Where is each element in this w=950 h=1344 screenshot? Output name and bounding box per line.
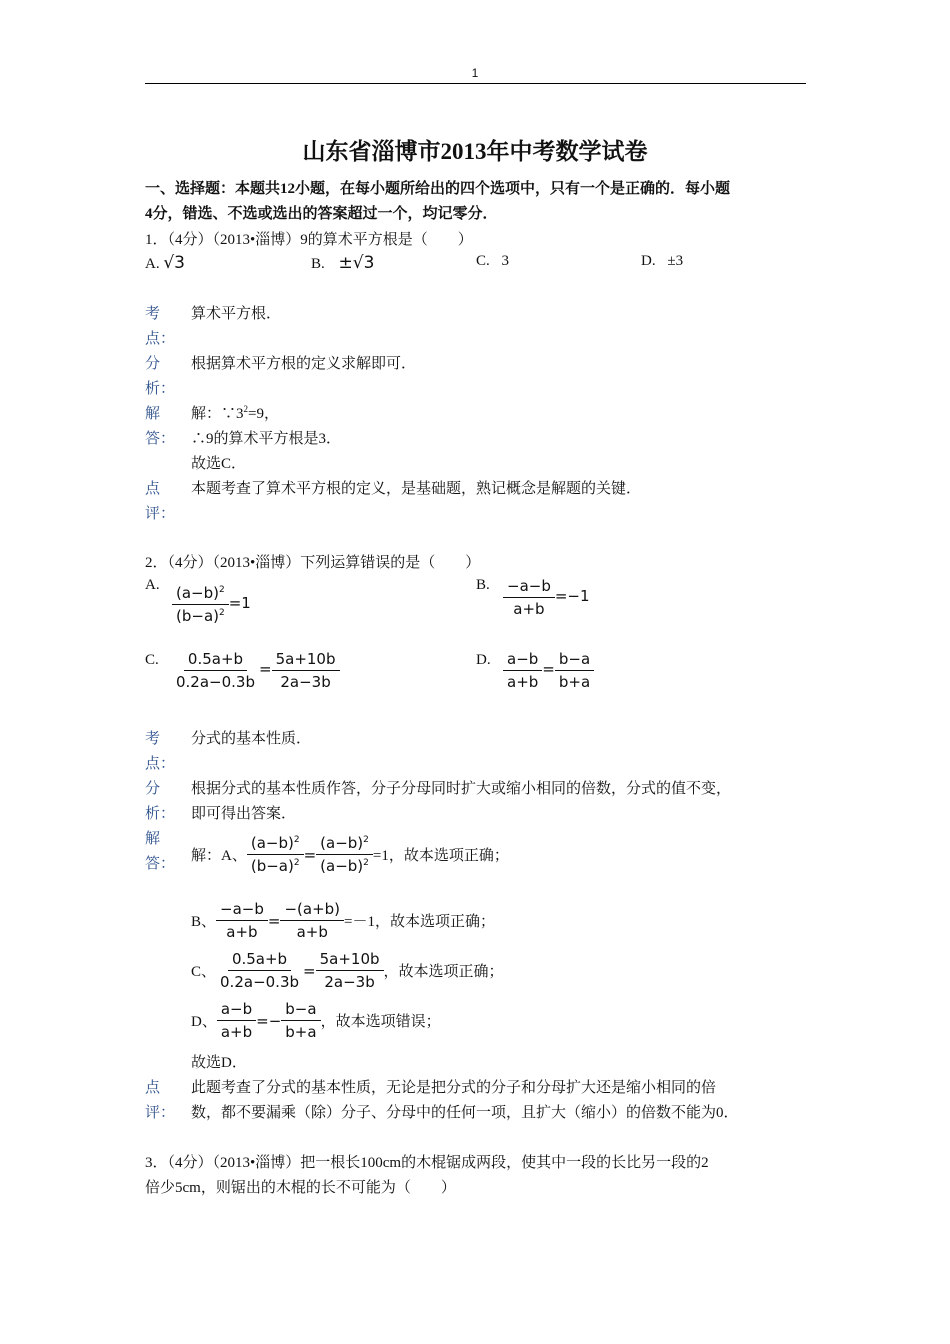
q2-option-c-fraction-right: [272, 650, 340, 691]
q2-option-b: [503, 577, 590, 618]
frac-num: −a−b: [216, 900, 268, 921]
header-rule: [145, 83, 806, 84]
q1-fenxi-label-2: 析：: [145, 381, 176, 397]
q2-jieda-a: [191, 834, 509, 875]
frac-den: [172, 605, 229, 625]
q1-option-b-key: B.: [311, 256, 325, 272]
q2-kaodian-text: 分式的基本性质．: [191, 731, 312, 747]
q2-option-a-rhs: =1: [228, 593, 251, 612]
frac-den: [247, 855, 304, 875]
q1-jieda-label-1: 解: [145, 406, 161, 422]
q1-kaodian-label-1: 考: [145, 306, 161, 322]
section-instructions-line2: 4分，错选、不选或选出的答案超过一个，均记零分．: [145, 206, 498, 222]
jieda-eq: =: [303, 961, 316, 980]
q1-option-d-text: ±3: [667, 253, 684, 269]
q1-fenxi-text: 根据算术平方根的定义求解即可．: [191, 356, 417, 372]
q1-jieda-l1b: =9，: [248, 406, 279, 422]
jieda-fraction: [217, 1000, 256, 1041]
q2-option-d-key: D.: [476, 652, 491, 668]
q3-line1: 3．（4分）（2013•淄博）把一根长100cm的木棍锯成两段，使其中一段的长比另一段的2: [145, 1155, 709, 1171]
q2-jieda-label-2: 答：: [145, 856, 176, 872]
q1-dianping-label-1: 点: [145, 481, 161, 497]
q2-option-a: [172, 584, 251, 625]
den-text: (b−a): [176, 607, 219, 625]
q3-line2: 倍少5cm，则锯出的木棍的长不可能为（ ）: [145, 1180, 456, 1196]
q1-jieda-sup: 2: [243, 404, 249, 414]
q2-option-b-rhs: =−1: [554, 586, 590, 605]
frac-num: a−b: [503, 650, 542, 671]
q2-jieda-end: 故选D．: [191, 1055, 247, 1071]
q2-fenxi-line2: 即可得出答案．: [191, 806, 297, 822]
q2-fenxi-label-2: 析：: [145, 806, 176, 822]
jieda-fraction: [281, 1000, 320, 1041]
q1-option-b-text: ±√3: [338, 253, 375, 273]
frac-num: [316, 834, 373, 855]
jieda-fraction: [316, 950, 384, 991]
q1-jieda-label-2: 答：: [145, 431, 176, 447]
q2-option-d-eq: =: [542, 659, 555, 678]
frac-den: b+a: [558, 673, 591, 691]
q1-kaodian-label-2: 点：: [145, 331, 176, 347]
q2-jieda-b: [191, 900, 495, 941]
q2-option-c-key: C.: [145, 652, 159, 668]
q2-option-b-fraction: [503, 577, 555, 618]
q1-option-c: [476, 253, 509, 270]
num-text: (a−b): [176, 584, 219, 602]
num-text: (a−b): [250, 834, 294, 852]
den-sup: 2: [293, 858, 300, 868]
q1-jieda-line1: [191, 402, 279, 423]
jieda-fraction: [316, 834, 373, 875]
q2-jieda-d: [191, 1000, 441, 1041]
jieda-prefix: B、: [191, 914, 217, 930]
q1-stem: 1．（4分）（2013•淄博）9的算术平方根是（ ）: [145, 232, 473, 248]
q1-option-a-key: A.: [145, 256, 160, 272]
jieda-suffix: =1，故本选项正确；: [372, 848, 509, 864]
frac-num: 0.5a+b: [184, 650, 247, 671]
q2-option-c: [172, 650, 340, 691]
q1-fenxi-label-1: 分: [145, 356, 161, 372]
q1-option-d: [641, 253, 683, 270]
jieda-prefix: C、: [191, 964, 217, 980]
frac-num: a−b: [217, 1000, 256, 1021]
q2-option-a-key: A.: [145, 577, 160, 593]
q1-option-c-text: 3: [501, 253, 510, 269]
q1-option-b: [311, 253, 374, 273]
q1-jieda-l1a: 解：∵3: [191, 406, 244, 422]
q2-fenxi-label-1: 分: [145, 781, 161, 797]
den-sup: 2: [363, 858, 369, 868]
q2-option-d: [503, 650, 594, 691]
q2-dianping-line2: 数，都不要漏乘（除）分子、分母中的任何一项，且扩大（缩小）的倍数不能为0．: [191, 1105, 739, 1121]
jieda-eq: =−: [256, 1011, 282, 1030]
q1-option-a: [145, 253, 185, 273]
q1-jieda-line3: 故选C．: [191, 456, 247, 472]
section-instructions-line1: 一、选择题：本题共12小题，在每小题所给出的四个选项中，只有一个是正确的．每小题: [145, 181, 731, 197]
jieda-fraction: [247, 834, 304, 875]
q1-option-c-key: C.: [476, 253, 490, 269]
frac-num: 0.5a+b: [228, 950, 291, 971]
q1-dianping-label-2: 评：: [145, 506, 176, 522]
frac-num: −(a+b): [280, 900, 344, 921]
frac-den: a+b: [226, 923, 258, 941]
frac-num: [247, 834, 304, 855]
q2-option-a-fraction: [172, 584, 229, 625]
jieda-eq: =: [267, 911, 281, 930]
frac-den: b+a: [285, 1023, 317, 1041]
q2-option-b-key: B.: [476, 577, 490, 593]
q2-stem: 2．（4分）（2013•淄博）下列运算错误的是（ ）: [145, 555, 481, 571]
den-sup: 2: [219, 608, 225, 618]
num-sup: 2: [219, 585, 225, 595]
frac-den: 0.2a−0.3b: [220, 973, 300, 991]
q2-kaodian-label-2: 点：: [145, 756, 176, 772]
q2-dianping-line1: 此题考查了分式的基本性质，无论是把分式的分子和分母扩大还是缩小相同的倍: [191, 1080, 717, 1096]
q1-option-d-key: D.: [641, 253, 656, 269]
frac-num: b−a: [555, 650, 594, 671]
frac-den: 0.2a−0.3b: [176, 673, 255, 691]
page-number: 1: [471, 66, 479, 80]
num-text: (a−b): [320, 834, 364, 852]
page-title: 山东省淄博市2013年中考数学试卷: [302, 139, 648, 164]
jieda-fraction: [280, 900, 344, 941]
jieda-prefix: D、: [191, 1014, 217, 1030]
jieda-suffix: ，故本选项错误；: [320, 1014, 441, 1030]
frac-num: −a−b: [503, 577, 555, 598]
q2-dianping-label-1: 点: [145, 1080, 161, 1096]
frac-den: a+b: [507, 673, 539, 691]
frac-num: b−a: [281, 1000, 320, 1021]
num-sup: 2: [363, 835, 369, 845]
q1-kaodian-text: 算术平方根．: [191, 306, 282, 322]
frac-num: [172, 584, 229, 605]
q2-jieda-c: [191, 950, 504, 991]
frac-num: 5a+10b: [316, 950, 384, 971]
q1-option-a-text: √3: [163, 253, 185, 273]
jieda-fraction: [216, 950, 303, 991]
q2-dianping-label-2: 评：: [145, 1105, 176, 1121]
q2-fenxi-line1: 根据分式的基本性质作答，分子分母同时扩大或缩小相同的倍数，分式的值不变，: [191, 781, 732, 797]
q1-jieda-line2: ∴9的算术平方根是3．: [191, 431, 342, 447]
q2-kaodian-label-1: 考: [145, 731, 161, 747]
q2-option-d-fraction-left: [503, 650, 542, 691]
jieda-fraction: [216, 900, 268, 941]
frac-den: 2a−3b: [280, 673, 331, 691]
q2-option-c-fraction-left: [172, 650, 259, 691]
den-text: (a−b): [320, 857, 364, 875]
den-text: (b−a): [250, 857, 294, 875]
jieda-suffix: =－1，故本选项正确；: [344, 914, 495, 930]
num-sup: 2: [293, 835, 300, 845]
q2-jieda-label-1: 解: [145, 831, 161, 847]
jieda-suffix: ，故本选项正确；: [383, 964, 504, 980]
frac-den: a+b: [296, 923, 328, 941]
frac-den: a+b: [513, 600, 545, 618]
frac-den: 2a−3b: [324, 973, 375, 991]
frac-den: a+b: [220, 1023, 253, 1041]
frac-den: [316, 855, 373, 875]
q1-dianping-text: 本题考查了算术平方根的定义，是基础题，熟记概念是解题的关键．: [191, 481, 642, 497]
jieda-eq: =: [303, 845, 317, 864]
jieda-prefix: 解：A、: [191, 848, 247, 864]
frac-num: 5a+10b: [272, 650, 340, 671]
q2-option-c-eq: =: [259, 659, 272, 678]
q2-option-d-fraction-right: [555, 650, 594, 691]
